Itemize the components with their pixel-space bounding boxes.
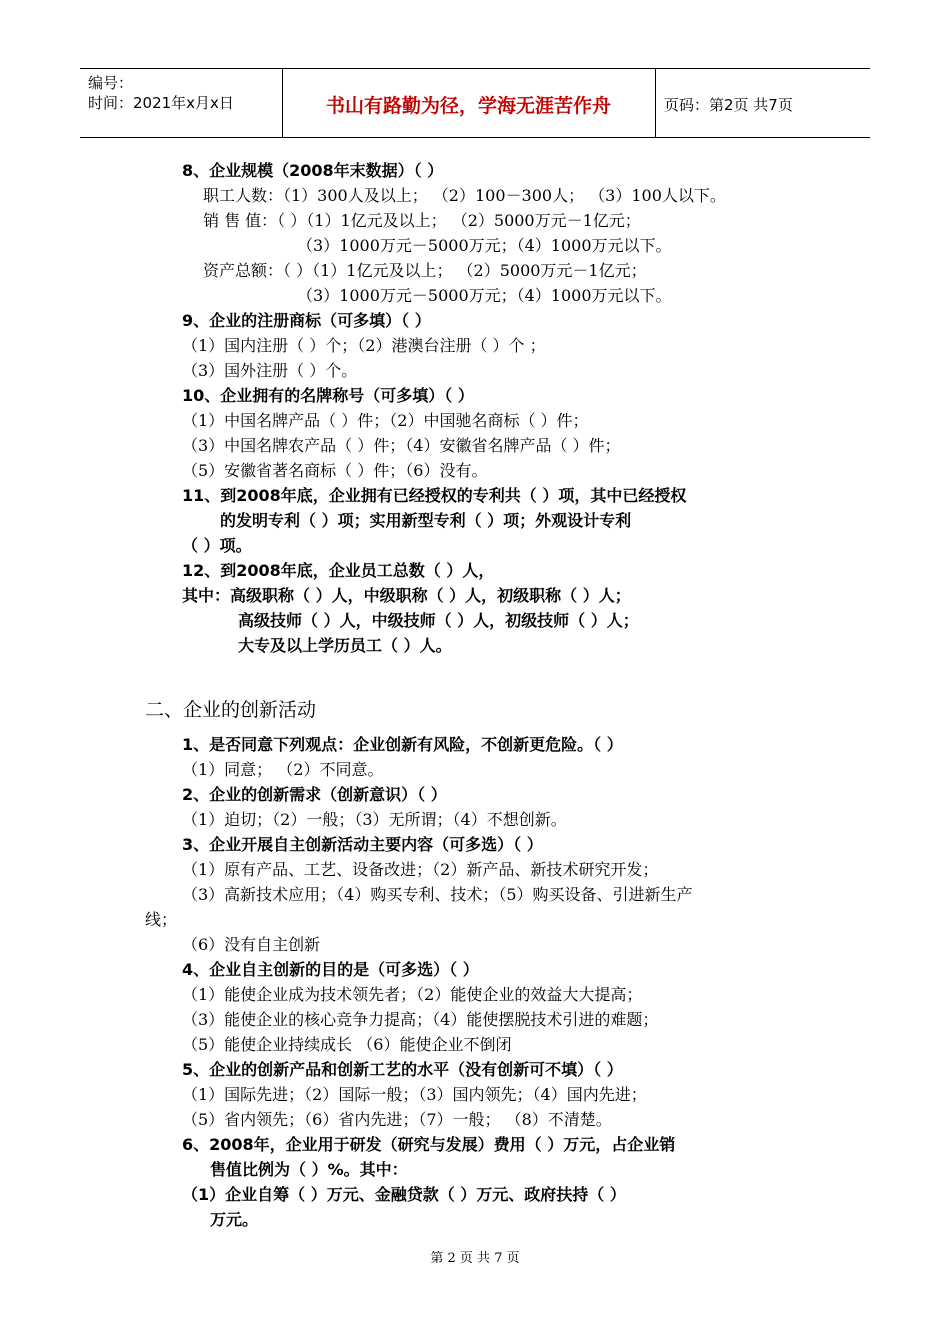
- question-line: 万元。: [210, 1210, 259, 1229]
- option-line: （1）国际先进；（2）国际一般；（3）国内领先；（4）国内先进；: [182, 1085, 647, 1104]
- question-line: 8、企业规模（2008年末数据）（ ）: [182, 161, 444, 180]
- header-divider-right: [655, 69, 656, 137]
- question-line: 售值比例为（ ）%。其中：: [210, 1160, 408, 1179]
- question-line: 5、企业的创新产品和创新工艺的水平（没有创新可不填）（ ）: [182, 1060, 623, 1079]
- option-line: （3）能使企业的核心竞争力提高；（4）能使摆脱技术引进的难题；: [182, 1010, 659, 1029]
- option-line: （5）安徽省著名商标（ ）件；（6）没有。: [182, 461, 488, 480]
- option-line: 资产总额：（ ）（1）1亿元及以上； （2）5000万元－1亿元；: [203, 261, 647, 280]
- option-line: （1）能使企业成为技术领先者；（2）能使企业的效益大大提高；: [182, 985, 643, 1004]
- question-line: 1、是否同意下列观点：企业创新有风险，不创新更危险。（ ）: [182, 735, 623, 754]
- option-line: （1）原有产品、工艺、设备改进；（2）新产品、新技术研究开发；: [182, 860, 659, 879]
- question-line: 大专及以上学历员工（ ）人。: [238, 636, 452, 655]
- option-line: 职工人数：（1）300人及以上； （2）100－300人； （3）100人以下。: [203, 186, 726, 205]
- question-line: 6、2008年，企业用于研发（研究与发展）费用（ ）万元，占企业销: [182, 1135, 676, 1154]
- page-footer: 第 2 页 共 7 页: [430, 1251, 520, 1266]
- question-line: （ ）项。: [182, 536, 252, 555]
- document-number-label: 编号：: [88, 74, 134, 92]
- question-line: 高级技师（ ）人，中级技师（ ）人，初级技师（ ）人；: [238, 611, 639, 630]
- page-header: [80, 68, 870, 138]
- option-line: （1）国内注册（ ）个；（2）港澳台注册（ ）个 ；: [182, 336, 546, 355]
- option-line: （3）1000万元－5000万元；（4）1000万元以下。: [297, 286, 672, 305]
- option-line: （1）同意； （2）不同意。: [182, 760, 384, 779]
- option-line: （1）迫切；（2）一般；（3）无所谓；（4）不想创新。: [182, 810, 567, 829]
- option-line: （3）国外注册（ ）个。: [182, 361, 358, 380]
- option-line: （3）1000万元－5000万元；（4）1000万元以下。: [297, 236, 672, 255]
- section-title: 二、企业的创新活动: [145, 699, 317, 721]
- header-meta: [88, 73, 234, 113]
- question-line: （1）企业自筹（ ）万元、金融贷款（ ）万元、政府扶持（ ）: [182, 1185, 626, 1204]
- header-motto: 书山有路勤为径，学海无涯苦作舟: [325, 95, 611, 117]
- option-line: （5）能使企业持续成长 （6）能使企业不倒闭: [182, 1035, 512, 1054]
- header-page-info: 页码：第2页 共7页: [664, 96, 793, 114]
- question-line: 其中：高级职称（ ）人，中级职称（ ）人，初级职称（ ）人；: [182, 586, 631, 605]
- option-line: （3）高新技术应用；（4）购买专利、技术；（5）购买设备、引进新生产: [182, 885, 693, 904]
- question-line: 的发明专利（ ）项；实用新型专利（ ）项；外观设计专利: [220, 511, 632, 530]
- question-line: 4、企业自主创新的目的是（可多选）（ ）: [182, 960, 479, 979]
- question-line: 2、企业的创新需求（创新意识）（ ）: [182, 785, 447, 804]
- option-line: （1）中国名牌产品（ ）件；（2）中国驰名商标（ ）件；: [182, 411, 589, 430]
- option-line: 销 售 值：（ ）（1）1亿元及以上； （2）5000万元－1亿元；: [203, 211, 641, 230]
- option-line: 线；: [145, 910, 178, 929]
- option-line: （3）中国名牌农产品（ ）件；（4）安徽省名牌产品（ ）件；: [182, 436, 621, 455]
- question-line: 11、到2008年底，企业拥有已经授权的专利共（ ）项，其中已经授权: [182, 486, 687, 505]
- document-date: 时间：2021年x月x日: [88, 94, 234, 112]
- question-line: 12、到2008年底，企业员工总数（ ）人，: [182, 561, 495, 580]
- question-line: 10、企业拥有的名牌称号（可多填）（ ）: [182, 386, 474, 405]
- question-line: 9、企业的注册商标（可多填）（ ）: [182, 311, 431, 330]
- question-line: 3、企业开展自主创新活动主要内容（可多选）（ ）: [182, 835, 543, 854]
- option-line: （6）没有自主创新: [182, 935, 321, 954]
- option-line: （5）省内领先；（6）省内先进；（7）一般； （8）不清楚。: [182, 1110, 612, 1129]
